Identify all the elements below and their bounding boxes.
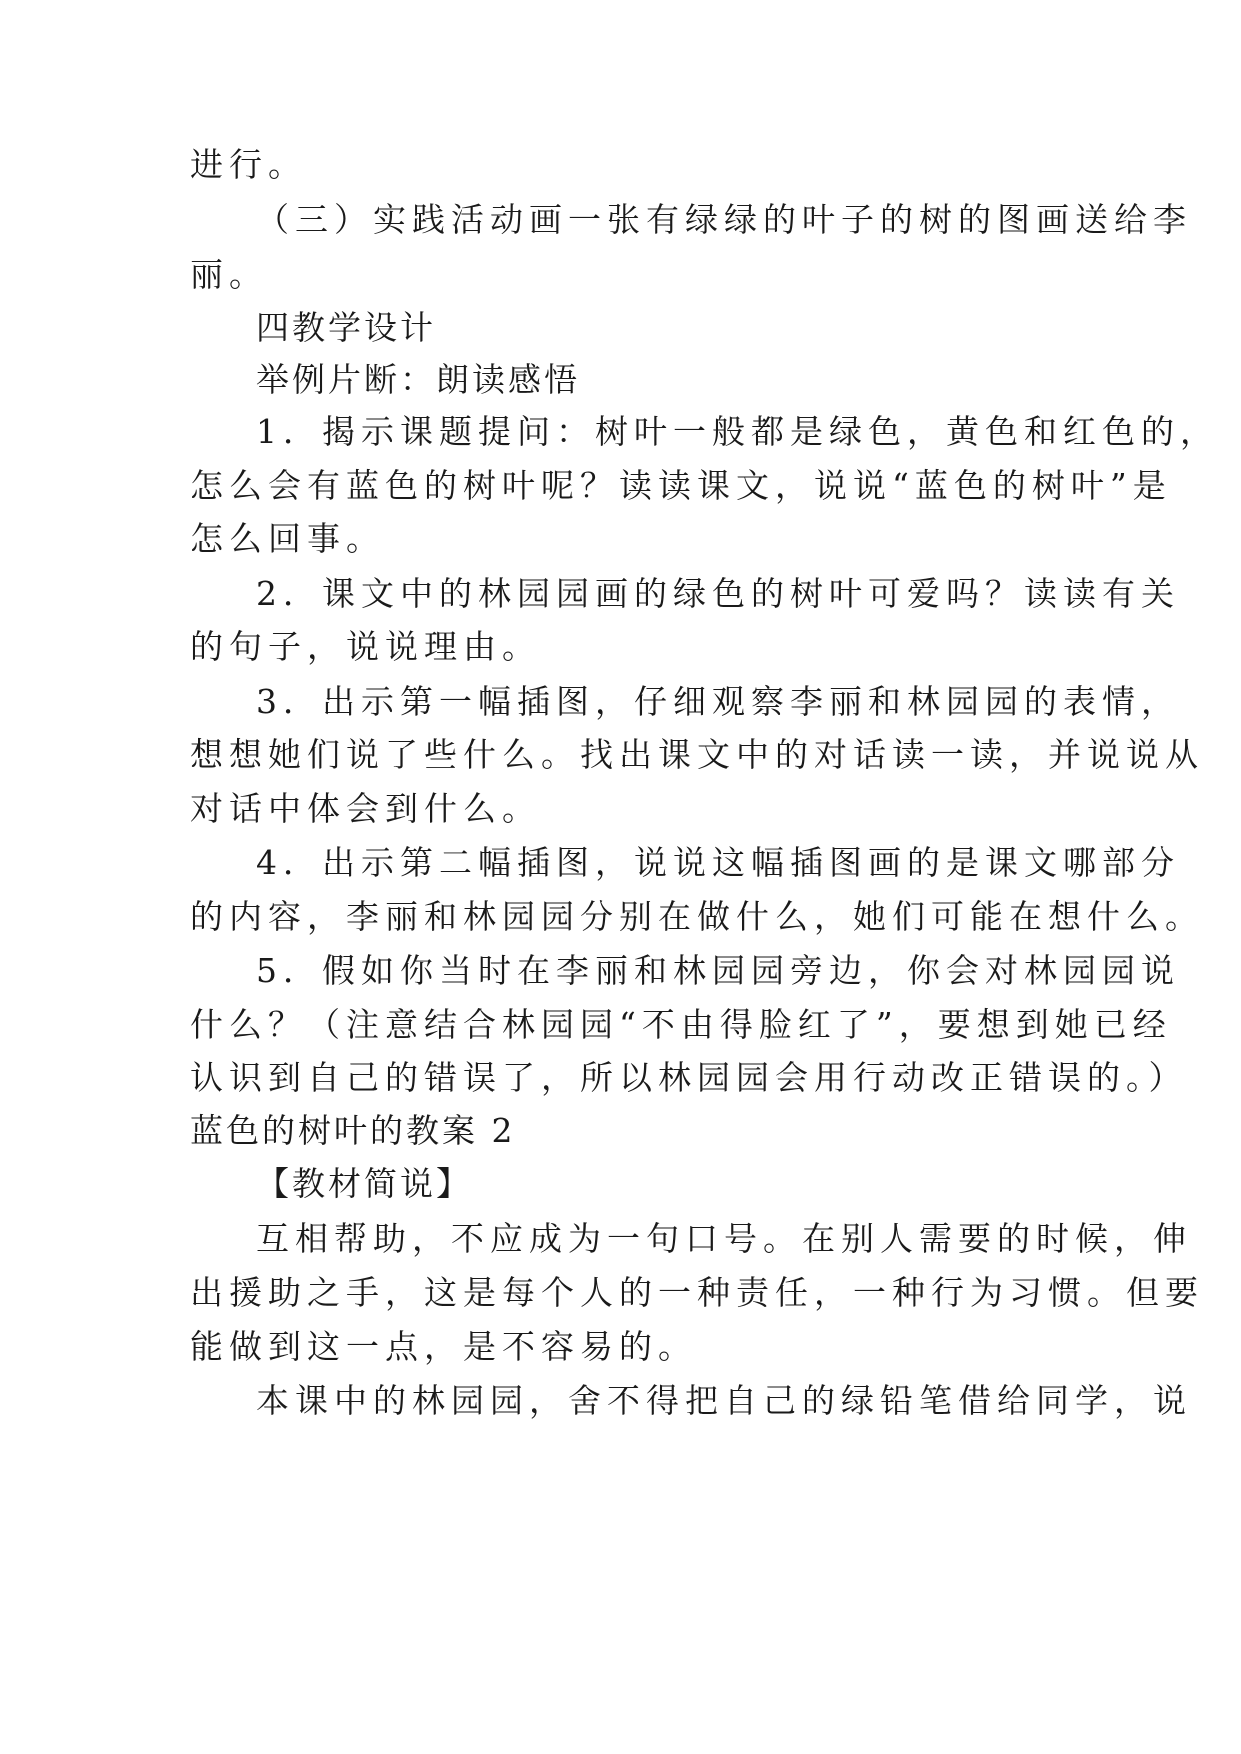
paragraph-line: 本课中的林园园，舍不得把自己的绿铅笔借给同学，说	[256, 1381, 1192, 1420]
paragraph-line: 4．出示第二幅插图，说说这幅插图画的是课文哪部分	[256, 843, 1180, 882]
section-heading: 【教材简说】	[256, 1164, 472, 1203]
paragraph-line: 的句子，说说理由。	[190, 627, 541, 666]
paragraph-line: 5．假如你当时在李丽和林园园旁边，你会对林园园说	[256, 951, 1180, 990]
paragraph-line: 出援助之手，这是每个人的一种责任，一种行为习惯。但要	[190, 1273, 1204, 1312]
paragraph-line: 互相帮助，不应成为一句口号。在别人需要的时候，伸	[256, 1219, 1192, 1258]
paragraph-line: 对话中体会到什么。	[190, 789, 541, 828]
paragraph-line: 1．揭示课题提问：树叶一般都是绿色，黄色和红色的，	[256, 412, 1219, 451]
paragraph-line: 想想她们说了些什么。找出课文中的对话读一读，并说说从	[190, 735, 1204, 774]
paragraph-line: 3．出示第一幅插图，仔细观察李丽和林园园的表情，	[256, 682, 1180, 721]
document-title: 蓝色的树叶的教案 2	[190, 1111, 516, 1150]
paragraph-line: 认识到自己的错误了，所以林园园会用行动改正错误的。）	[190, 1058, 1188, 1097]
paragraph-line: 的内容，李丽和林园园分别在做什么，她们可能在想什么。	[190, 897, 1204, 936]
section-heading: 四教学设计	[256, 308, 436, 347]
paragraph-line: 怎么会有蓝色的树叶呢？读读课文，说说“蓝色的树叶”是	[190, 466, 1172, 505]
paragraph-line: 丽。	[190, 255, 268, 294]
paragraph-line: 能做到这一点，是不容易的。	[190, 1327, 697, 1366]
paragraph-line: （三）实践活动画一张有绿绿的叶子的树的图画送给李	[256, 200, 1192, 239]
paragraph-line: 2．课文中的林园园画的绿色的树叶可爱吗？读读有关	[256, 574, 1180, 613]
paragraph-line: 进行。	[190, 145, 307, 184]
subsection-heading: 举例片断：朗读感悟	[256, 360, 580, 399]
paragraph-line: 怎么回事。	[190, 519, 385, 558]
paragraph-line: 什么？（注意结合林园园“不由得脸红了”，要想到她已经	[190, 1005, 1172, 1044]
